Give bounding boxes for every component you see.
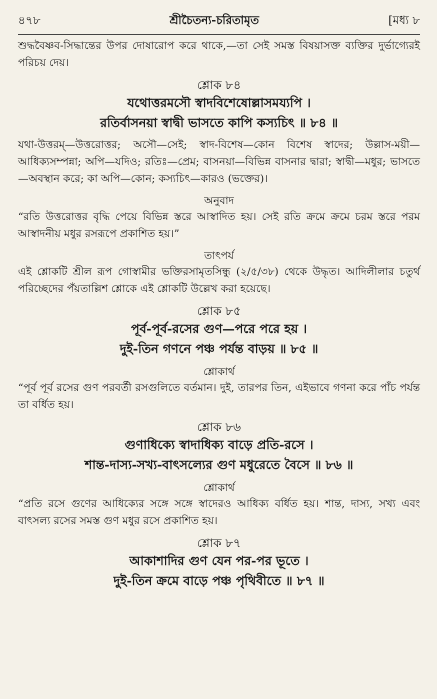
shloka-84-line-1: যথোত্তরমসৌ স্বাদবিশেষোল্লাসময্যপি । [127, 95, 311, 110]
tatparya-heading: তাৎপর্য [204, 250, 234, 262]
shloka-86-line-2: শান্ত-দাস্য-সখ্য-বাৎসল্যের গুণ মধুরেতে বৈসে ॥ ৮৬ ॥ [84, 457, 354, 472]
shloka-86-line-1: গুণাধিক্যে স্বাদাধিক্য বাড়ে প্রতি-রসে । [124, 437, 314, 452]
page-header [18, 12, 420, 35]
shloka-86-heading: শ্লোক ৮৬ [197, 420, 241, 434]
shloka-85-line-1: পূর্ব-পূর্ব-রসের গুণ—পরে পরে হয় । [130, 321, 307, 336]
shloka-87-heading: শ্লোক ৮৭ [197, 536, 241, 550]
shloka-84-purport: এই শ্লোকটি শ্রীল রূপ গোস্বামীর ভক্তিরসামৃতসিন্ধু (২/৫/৩৮) থেকে উদ্ধৃত। আদিলীলার চতুর্থ পরিচ্ছেদের পঁয়তাল্লিশ শ্লোকে এই শ্লোকটি উল্লেখ করা হয়েছে। [18, 266, 420, 295]
shloka-87-line-1: আকাশাদির গুণ যেন পর-পর ভূতে । [129, 553, 309, 568]
shloka-85-heading: শ্লোক ৮৫ [197, 304, 241, 318]
shloka-86-translation: “প্রতি রসে গুণের আধিক্যের সঙ্গে সঙ্গে স্বাদেরও আধিক্য বর্ধিত হয়। শান্ত, দাস্য, সখ্য এবং বাৎসল্য রসের সমস্ত গুণ মধুর রসে প্রকাশিত হয়। [18, 498, 420, 527]
shloka-87-line-2: দুই-তিন ক্রমে বাড়ে পঞ্চ পৃথিবীতে ॥ ৮৭ ॥ [113, 573, 325, 588]
shloka-85-arth-heading: শ্লোকার্থ [203, 366, 235, 378]
intro-paragraph: শুদ্ধবৈষ্ণব-সিদ্ধান্তের উপর দোষারোপ করে থাকে,—তা সেই সমস্ত বিষয়াসক্ত ব্যক্তির দুর্ভাগ্যেরই পরিচয় দেয়। [18, 40, 420, 69]
book-page [18, 12, 420, 591]
shloka-84-translation: “রতি উত্তরোত্তর বৃদ্ধি পেয়ে বিভিন্ন স্তরে আস্বাদিত হয়। সেই রতি ক্রমে ক্রমে চরম স্তরে পরম আস্বাদনীয় মধুর রসরূপে প্রকাশিত হয়।” [18, 211, 420, 240]
shloka-85-translation: “পূর্ব পূর্ব রসের গুণ পরবর্তী রসগুলিতে বর্তমান। দুই, তারপর তিন, এইভাবে গণনা করে পাঁচ পর্যন্ত তা বর্ধিত হয়। [18, 382, 420, 411]
page-number: ৪৭৮ [18, 13, 41, 27]
section-label: [মধ্য ৮ [388, 13, 420, 27]
shloka-84-synonyms: যথা-উত্তরম্—উত্তরোত্তর; অসৌ—সেই; স্বাদ-বিশেষ—কোন বিশেষ স্বাদের; উল্লাস-ময়ী—আধিক্যসম্পন্না; অপি—যদিও; রতিঃ—প্রেম; বাসনয়া—বিভিন্ন বাসনার দ্বারা; স্বাদ্বী—মধুর; ভাসতে—অবস্থান করে; কা অপি—কোন; কস্যচিৎ—কারও (ভক্তের)। [18, 139, 420, 185]
shloka-85-line-2: দুই-তিন গণনে পঞ্চ পর্যন্ত বাড়য় ॥ ৮৫ ॥ [119, 341, 319, 356]
shloka-84-heading: শ্লোক ৮৪ [197, 78, 241, 92]
shloka-84-line-2: রতির্বাসনয়া স্বাদ্বী ভাসতে কাপি কস্যচিৎ ॥ ৮৪ ॥ [100, 115, 338, 130]
anuvad-heading: অনুবাদ [204, 195, 234, 207]
shloka-86-arth-heading: শ্লোকার্থ [203, 482, 235, 494]
running-title: শ্রীচৈতন্য-চরিতামৃত [169, 13, 260, 27]
